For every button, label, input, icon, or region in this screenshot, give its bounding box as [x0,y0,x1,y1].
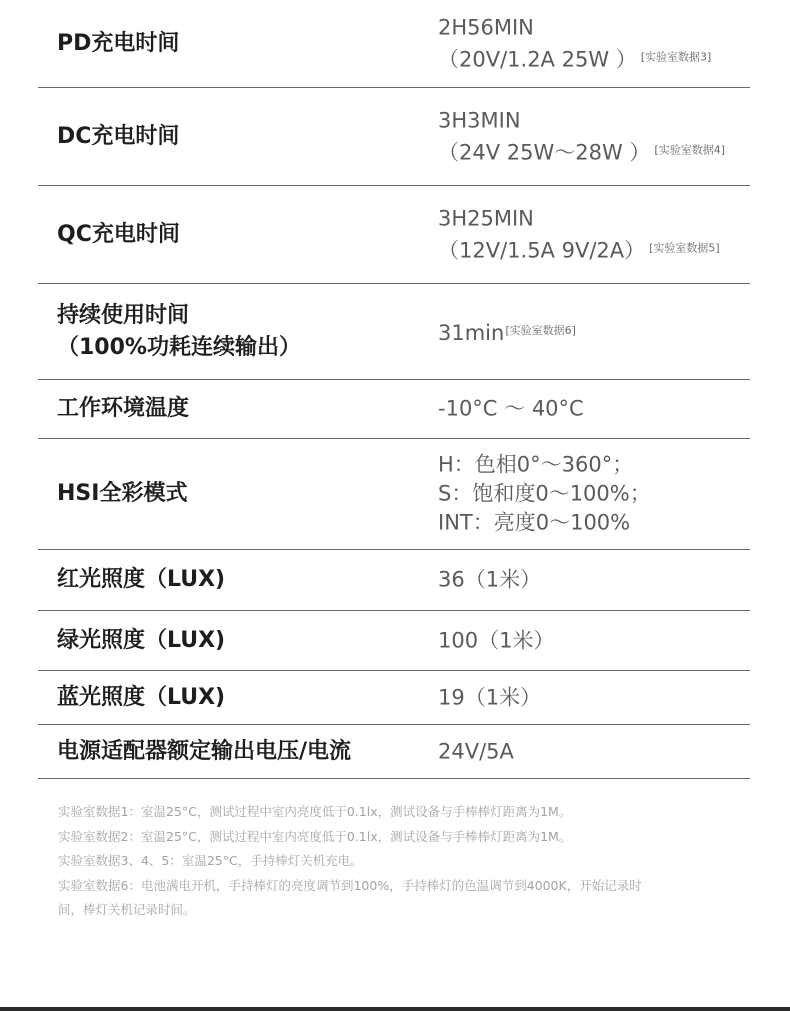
spec-value [438,683,541,712]
spec-value [438,395,584,424]
spec-label: QC充电时间 [57,221,180,247]
footnote: 间，棒灯关机记录时间。 [58,902,196,917]
spec-value [438,737,514,766]
spec-label: 蓝光照度（LUX) [57,684,226,710]
spec-value [438,106,725,167]
spec-value-line: 24V/5A [438,739,514,763]
spec-value [438,316,576,348]
spec-value-line: H：色相0°～360°； [438,452,634,477]
spec-value-line: 19（1米） [438,685,542,709]
spec-row-hsi-mode [38,439,750,550]
footnote: 实验室数据6：电池满电开机，手持棒灯的亮度调节到100%，手持棒灯的色温调节到4000K，开始记录时 [58,877,642,893]
spec-label: 电源适配器额定输出电压/电流 [57,738,352,764]
spec-table [38,0,750,779]
spec-value-line: S：饱和度0～100%； [438,481,651,506]
spec-row-dc-charge [38,88,750,186]
lab-footnotes [58,800,738,923]
spec-row-operating-temp [38,380,750,439]
spec-row-adapter-output [38,725,750,779]
footnote: 实验室数据3、4、5：室温25°C，手持棒灯关机充电。 [58,853,363,868]
spec-row-blue-lux [38,671,750,725]
spec-value-line: 3H25MIN [438,206,534,230]
spec-value [438,626,554,655]
spec-row-runtime [38,284,750,380]
spec-row-red-lux [38,550,750,611]
spec-value-text: （20V/1.2A 25W ） [438,47,637,71]
spec-label: PD充电时间 [57,30,180,56]
spec-value [438,566,541,595]
spec-value-line: 3H3MIN [438,108,521,132]
spec-value [438,13,711,74]
spec-value-line [438,135,725,167]
spec-row-green-lux [38,611,750,671]
spec-label: 红光照度（LUX) [57,567,226,592]
spec-value-line: 100（1米） [438,628,555,652]
lab-note: [实验室数据4] [654,143,726,156]
lab-note: [实验室数据5] [649,241,720,254]
spec-value [438,451,651,538]
spec-value-line: INT：亮度0～100% [438,510,631,535]
spec-value-line [438,316,576,348]
lab-note: [实验室数据6] [505,323,576,337]
spec-label: 绿光照度（LUX) [57,627,226,653]
spec-label: DC充电时间 [57,123,180,149]
spec-value-line: -10°C ～ 40°C [438,396,584,421]
spec-label [57,300,301,364]
spec-value-text: （24V 25W～28W ） [438,140,651,164]
spec-row-pd-charge [38,0,750,88]
spec-row-qc-charge [38,186,750,284]
footnote: 实验室数据2：室温25°C，测试过程中室内亮度低于0.1lx，测试设备与手棒棒灯距离为1M。 [58,828,572,844]
bottom-divider-bar [0,1007,790,1011]
spec-value-line [438,233,720,265]
footnote: 实验室数据1：室温25°C，测试过程中室内亮度低于0.1lx，测试设备与手棒棒灯距离为1M。 [58,804,572,819]
spec-value-line [438,42,711,74]
spec-value-line: 36（1米） [438,567,542,592]
spec-label: HSI全彩模式 [57,481,188,506]
lab-note: [实验室数据3] [640,50,712,63]
spec-label: 工作环境温度 [57,396,190,421]
spec-label-line: （100%功耗连续输出） [57,334,301,360]
spec-value-text: （12V/1.5A 9V/2A） [438,238,646,262]
spec-label-line: 持续使用时间 [57,302,190,328]
spec-value-line: 2H56MIN [438,15,534,39]
spec-value [438,204,720,265]
spec-value-text: 31min [438,320,505,345]
